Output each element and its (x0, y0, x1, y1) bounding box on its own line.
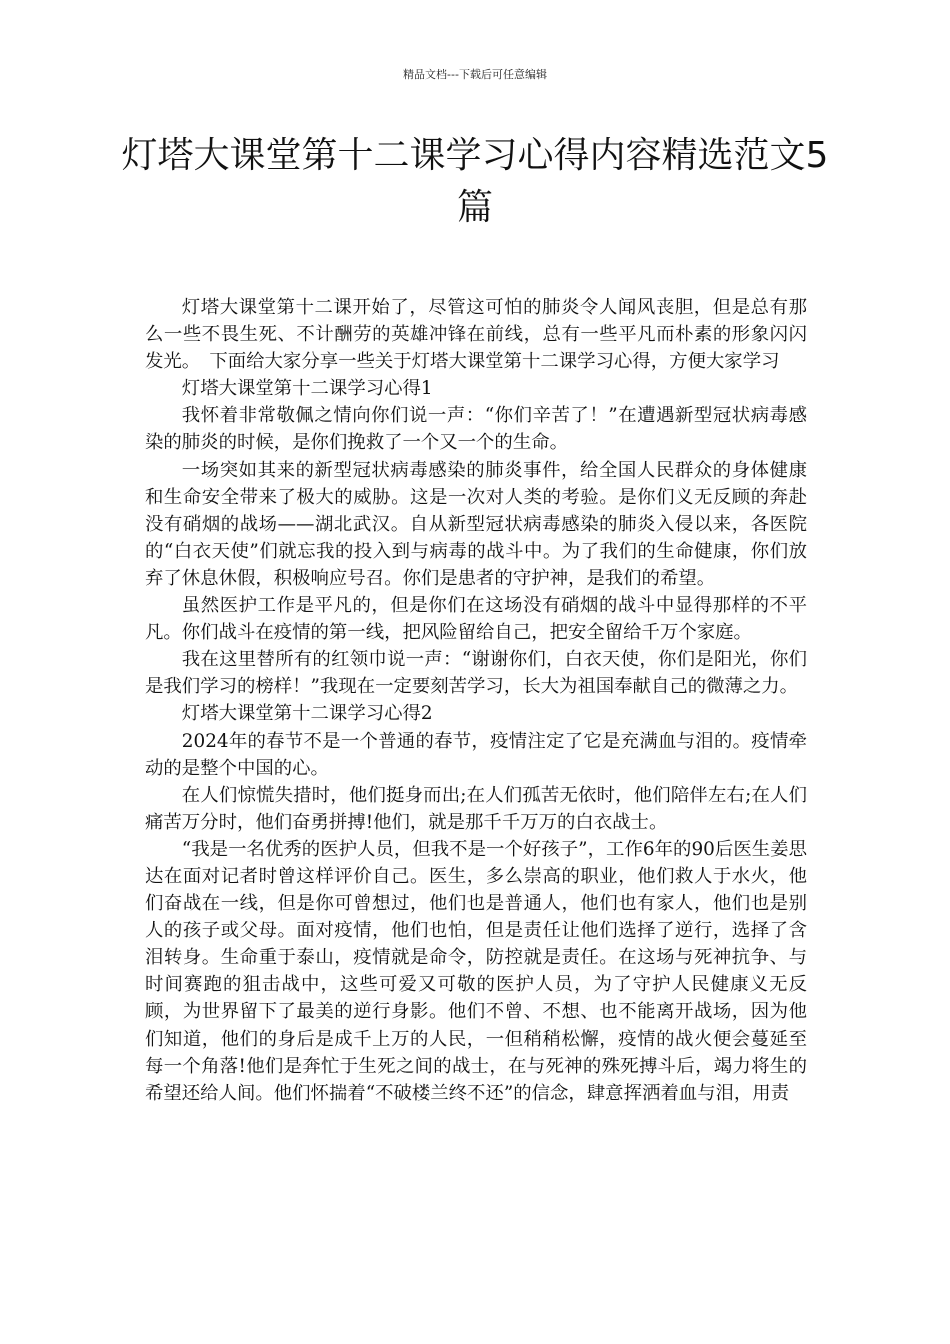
section-heading: 灯塔大课堂第十二课学习心得1 (181, 378, 433, 400)
page-header: 精品文档---下载后可任意编辑 (403, 68, 547, 81)
paragraph: 2024年的春节不是一个普通的春节，疫情注定了它是充满血与泪的。疫情牵动的是整个中国的心。 (145, 730, 807, 779)
paragraph: 在人们惊慌失措时，他们挺身而出;在人们孤苦无依时，他们陪伴左右;在人们痛苦万分时，他们奋勇拼搏!他们，就是那千千万万的白衣战士。 (145, 784, 807, 833)
paragraph: 灯塔大课堂第十二课开始了，尽管这可怕的肺炎令人闻风丧胆，但是总有那么一些不畏生死、不计酬劳的英雄冲锋在前线，总有一些平凡而朴素的形象闪闪发光。 下面给大家分享一些关于灯塔大课堂第十二课学习心得，方便大家学习 (145, 297, 807, 373)
paragraph: 虽然医护工作是平凡的，但是你们在这场没有硝烟的战斗中显得那样的不平凡。你们战斗在疫情的第一线，把风险留给自己，把安全留给千万个家庭。 (145, 595, 807, 644)
document-title: 灯塔大课堂第十二课学习心得内容精选范文5篇 (121, 135, 829, 228)
paragraph: 我在这里替所有的红领巾说一声：“谢谢你们，白衣天使，你们是阳光，你们是我们学习的榜样！”我现在一定要刻苦学习，长大为祖国奉献自己的微薄之力。 (145, 649, 807, 698)
section-heading: 灯塔大课堂第十二课学习心得2 (181, 703, 433, 725)
document-body (145, 294, 807, 1107)
paragraph: “我是一名优秀的医护人员，但我不是一个好孩子”，工作6年的90后医生姜思达在面对记者时曾这样评价自己。医生，多么崇高的职业，他们救人于水火，他们奋战在一线，但是你可曾想过，他们也是普通人，他们也有家人，他们也是别人的孩子或父母。面对疫情，他们也怕，但是责任让他们选择了逆行，选择了含泪转身。生命重于泰山，疫情就是命令，防控就是责任。在这场与死神抗争、与时间赛跑的狙击战中，这些可爱又可敬的医护人员，为了守护人民健康义无反顾，为世界留下了最美的逆行身影。他们不曾、不想、也不能离开战场，因为他们知道，他们的身后是成千上万的人民，一但稍稍松懈，疫情的战火便会蔓延至每一个角落!他们是奔忙于生死之间的战士，在与死神的殊死搏斗后，竭力将生的希望还给人间。他们怀揣着“不破楼兰终不还”的信念，肆意挥洒着血与泪，用责 (145, 838, 807, 1104)
paragraph: 一场突如其来的新型冠状病毒感染的肺炎事件，给全国人民群众的身体健康和生命安全带来了极大的威胁。这是一次对人类的考验。是你们义无反顾的奔赴没有硝烟的战场——湖北武汉。自从新型冠状病毒感染的肺炎入侵以来，各医院的“白衣天使”们就忘我的投入到与病毒的战斗中。为了我们的生命健康，你们放弃了休息休假，积极响应号召。你们是患者的守护神，是我们的希望。 (145, 459, 807, 589)
paragraph: 我怀着非常敬佩之情向你们说一声：“你们辛苦了！”在遭遇新型冠状病毒感染的肺炎的时候，是你们挽救了一个又一个的生命。 (145, 405, 807, 454)
